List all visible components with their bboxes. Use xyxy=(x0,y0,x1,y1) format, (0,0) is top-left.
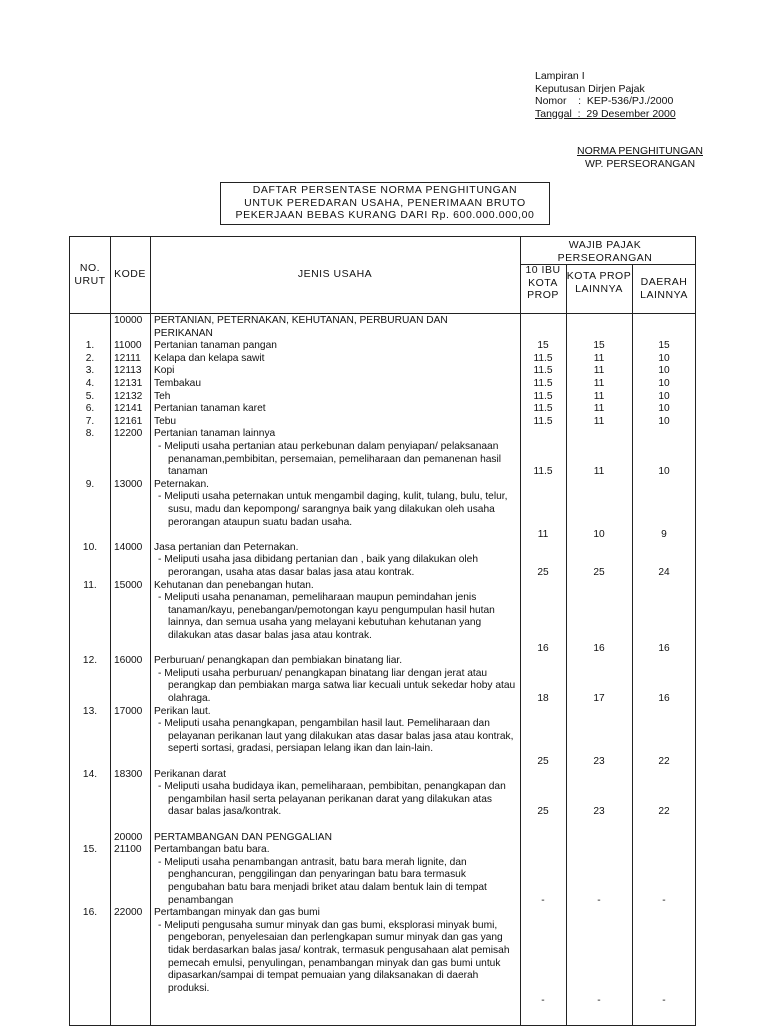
cell-kode: 16000 xyxy=(114,655,143,667)
cell-kode: 12131 xyxy=(114,378,143,389)
cell-v3: 10 xyxy=(658,365,670,377)
cell-v2: 15 xyxy=(593,340,605,352)
cell-v3: 16 xyxy=(658,693,670,704)
title-line1: DAFTAR PERSENTASE NORMA PENGHITUNGAN xyxy=(252,184,518,196)
cell-desc: Teh xyxy=(154,390,171,402)
cell-no: 14. xyxy=(82,768,98,780)
cell-kode: 15000 xyxy=(114,579,143,591)
cell-v2: - xyxy=(597,995,601,1007)
cell-desc: Pertanian tanaman karet xyxy=(154,403,266,415)
cell-v2: 23 xyxy=(593,756,605,767)
cell-desc: Perikanan darat xyxy=(154,768,226,780)
cell-v2: 16 xyxy=(593,642,605,654)
cell-v3: 24 xyxy=(658,567,670,578)
cell-desc: Pertanian tanaman pangan xyxy=(154,340,277,352)
cell-no: 15. xyxy=(82,844,98,856)
cell-v1: 11 xyxy=(537,529,549,541)
cell-desc: PERTANIAN, PETERNAKAN, KEHUTANAN, PERBURUAN DAN xyxy=(154,315,448,326)
cell-v1: 15 xyxy=(537,340,549,352)
cell-desc: Kopi xyxy=(154,365,175,377)
cell-no: 1. xyxy=(85,340,95,352)
cell-desc: PERIKANAN xyxy=(154,327,213,339)
description-note: - Meliputi usaha perburuan/ penangkapan binatang liar dengan jerat atau perangkap dan pembiakan marga satwa liar kecuali untuk sekedar hoby atau olahraga. xyxy=(158,667,516,704)
cell-v3: 10 xyxy=(658,403,670,415)
cell-kode: 12113 xyxy=(114,365,142,377)
cell-v2: 11 xyxy=(593,403,605,415)
cell-desc: Pertambangan batu bara. xyxy=(154,844,270,856)
tanggal-label: Tanggal : 29 Desember 2000 xyxy=(535,107,676,120)
norma-line1: NORMA PENGHITUNGAN xyxy=(576,145,703,157)
cell-v2: 11 xyxy=(593,378,605,389)
col-kode-header: KODE xyxy=(114,268,146,280)
cell-v1: 11.5 xyxy=(533,352,553,364)
cell-desc: Kelapa dan kelapa sawit xyxy=(154,352,265,364)
col-no-header: NO. URUT xyxy=(74,262,106,287)
norma-heading xyxy=(560,145,720,170)
norma-line2: WP. PERSEORANGAN xyxy=(584,157,696,170)
cell-desc: Tebu xyxy=(154,415,177,427)
cell-v2: 11 xyxy=(593,390,605,402)
cell-no: 7. xyxy=(85,415,95,427)
title-line2: UNTUK PEREDARAN USAHA, PENERIMAAN BRUTO xyxy=(244,196,526,209)
cell-v2: 11 xyxy=(593,365,605,377)
cell-v2: 11 xyxy=(593,352,605,364)
col-v1-header: 10 IBU KOTA PROP xyxy=(525,264,561,301)
cell-v3: 16 xyxy=(658,642,670,654)
cell-v3: - xyxy=(662,894,666,906)
description-note: - Meliputi usaha pertanian atau perkebunan dalam penyiapan/ pelaksanaan penanaman,pembibitan, persemaian, pemeliharaan dan pemanenan hasil tanaman xyxy=(158,441,502,478)
cell-v3: 15 xyxy=(658,340,670,352)
cell-desc: Tembakau xyxy=(154,378,202,389)
cell-v1: 25 xyxy=(537,567,549,578)
cell-kode: 12111 xyxy=(114,352,141,364)
cell-kode: 20000 xyxy=(114,831,143,843)
col-jenis-header: JENIS USAHA xyxy=(297,268,373,280)
cell-v1: - xyxy=(541,894,545,906)
cell-no: 8. xyxy=(85,428,95,440)
col-wajib-header: WAJIB PAJAK PERSEORANGAN xyxy=(557,239,653,264)
cell-desc: Perburuan/ penangkapan dan pembiakan binatang liar. xyxy=(154,655,403,667)
header-block xyxy=(535,70,676,120)
cell-v2: 10 xyxy=(593,529,605,541)
cell-no: 13. xyxy=(82,705,98,717)
cell-no: 5. xyxy=(85,390,95,402)
cell-v1: 16 xyxy=(537,642,549,654)
cell-v3: - xyxy=(662,995,666,1007)
cell-kode: 12132 xyxy=(114,390,143,402)
cell-v2: 11 xyxy=(593,415,605,427)
description-note: - Meliputi usaha penangkapan, pengambilan hasil laut. Pemeliharaan dan pelayanan perikanan laut yang dilakukan atas dasar balas jasa atau kontrak, seperti sortasi, gradasi, persiapan lelang ikan dan lain-lain. xyxy=(158,718,514,755)
cell-kode: 10000 xyxy=(114,315,143,326)
cell-v2: 11 xyxy=(593,466,605,478)
description-note: - Meliputi pengusaha sumur minyak dan gas bumi, eksplorasi minyak bumi, pengeboran, penyelesaian dan perlengkapan sumur minyak dan gas yang tidak berdasarkan balas jasa/ kontrak, termasuk pengusahaan alat pemisah pemecah emulsi, penyulingan, penambangan minyak dan gas bumi untuk dipasarkan/sampai di tempat pemuaian yang dilaksanakan di daerah produksi. xyxy=(158,919,510,994)
cell-v1: 11.5 xyxy=(533,466,553,478)
cell-kode: 12141 xyxy=(114,403,143,415)
cell-v1: 11.5 xyxy=(533,365,553,377)
cell-no: 10. xyxy=(82,541,98,553)
cell-v3: 10 xyxy=(658,390,670,402)
cell-v3: 10 xyxy=(658,415,670,427)
cell-desc: Pertanian tanaman lainnya xyxy=(154,428,276,440)
cell-desc: Perikan laut. xyxy=(154,705,211,717)
cell-no: 16. xyxy=(82,907,98,919)
cell-kode: 13000 xyxy=(114,478,143,490)
description-note: - Meliputi usaha jasa dibidang pertanian dan , baik yang dilakukan oleh perorangan, usaha atas dasar balas jasa atau kontrak. xyxy=(158,554,478,578)
cell-kode: 12200 xyxy=(114,428,143,440)
cell-v1: 25 xyxy=(537,756,549,767)
cell-desc: Pertambangan minyak dan gas bumi xyxy=(154,907,320,919)
cell-v3: 10 xyxy=(658,352,670,364)
cell-v2: - xyxy=(597,894,601,906)
cell-no: 2. xyxy=(85,352,95,364)
cell-v1: 11.5 xyxy=(533,403,553,415)
description-note: - Meliputi usaha penambangan antrasit, batu bara merah lignite, dan penghancuran, penggilingan dan penyaringan batu bara termasuk pengubahan batu bara menjadi briket atau dalam bentuk lain di tempat penambangan xyxy=(158,856,487,906)
cell-no: 11. xyxy=(83,579,97,591)
cell-v3: 10 xyxy=(658,466,670,478)
cell-v1: 11.5 xyxy=(533,390,553,402)
cell-no: 4. xyxy=(85,378,95,389)
cell-kode: 21100 xyxy=(114,844,142,856)
cell-kode: 22000 xyxy=(114,907,143,919)
cell-kode: 12161 xyxy=(114,415,143,427)
cell-v2: 25 xyxy=(593,567,605,578)
cell-no: 6. xyxy=(85,403,95,415)
cell-desc: Peternakan. xyxy=(154,478,209,490)
cell-v3: 22 xyxy=(658,756,670,767)
col-v3-header: DAERAH LAINNYA xyxy=(640,276,688,301)
cell-desc: PERTAMBANGAN DAN PENGGALIAN xyxy=(154,831,332,843)
cell-desc: Kehutanan dan penebangan hutan. xyxy=(154,579,314,591)
cell-v3: 10 xyxy=(658,378,670,389)
col-v2-header: KOTA PROP LAINNYA xyxy=(566,270,632,295)
title-line3: PEKERJAAN BEBAS KURANG DARI Rp. 600.000.000,00 xyxy=(235,209,535,221)
lampiran-label: Lampiran I xyxy=(535,70,585,82)
cell-kode: 14000 xyxy=(114,541,143,553)
description-note: - Meliputi usaha penanaman, pemeliharaan maupun pemindahan jenis tanaman/kayu, penebangan/pemotongan kayu pengumpulan hasil hutan lainnya, dan semua usaha yang melayani kebutuhan kehutanan yang dilakukan atas dasar balas jasa atau kontrak. xyxy=(158,592,495,641)
cell-no: 9. xyxy=(85,478,95,490)
keputusan-label: Keputusan Dirjen Pajak xyxy=(535,82,645,95)
cell-no: 12. xyxy=(82,655,98,667)
cell-v1: 25 xyxy=(537,806,549,818)
cell-v1: 11.5 xyxy=(533,378,553,389)
cell-v3: 9 xyxy=(661,529,667,541)
description-note: - Meliputi usaha budidaya ikan, pemeliharaan, pembibitan, penangkapan dan pengambilan hasil serta pelayanan perikanan darat yang dilakukan atas dasar balas jasa/kontrak. xyxy=(158,781,506,818)
cell-kode: 11000 xyxy=(114,340,142,352)
description-note: - Meliputi usaha peternakan untuk mengambil daging, kulit, tulang, bulu, telur, susu, madu dan kepompong/ sarangnya baik yang dilakukan oleh usaha perorangan ataupun suatu badan usaha. xyxy=(158,491,508,528)
document-title xyxy=(220,182,550,225)
cell-v2: 17 xyxy=(593,693,605,704)
cell-desc: Jasa pertanian dan Peternakan. xyxy=(154,541,299,553)
cell-v3: 22 xyxy=(658,806,670,818)
cell-v1: 11.5 xyxy=(533,415,553,427)
cell-v2: 23 xyxy=(593,806,605,818)
cell-v1: 18 xyxy=(537,693,549,704)
cell-kode: 18300 xyxy=(114,768,143,780)
nomor-label: Nomor : KEP-536/PJ./2000 xyxy=(535,95,674,107)
cell-kode: 17000 xyxy=(114,705,143,717)
cell-no: 3. xyxy=(85,365,95,377)
norma-table xyxy=(69,236,696,1026)
cell-v1: - xyxy=(541,995,545,1007)
